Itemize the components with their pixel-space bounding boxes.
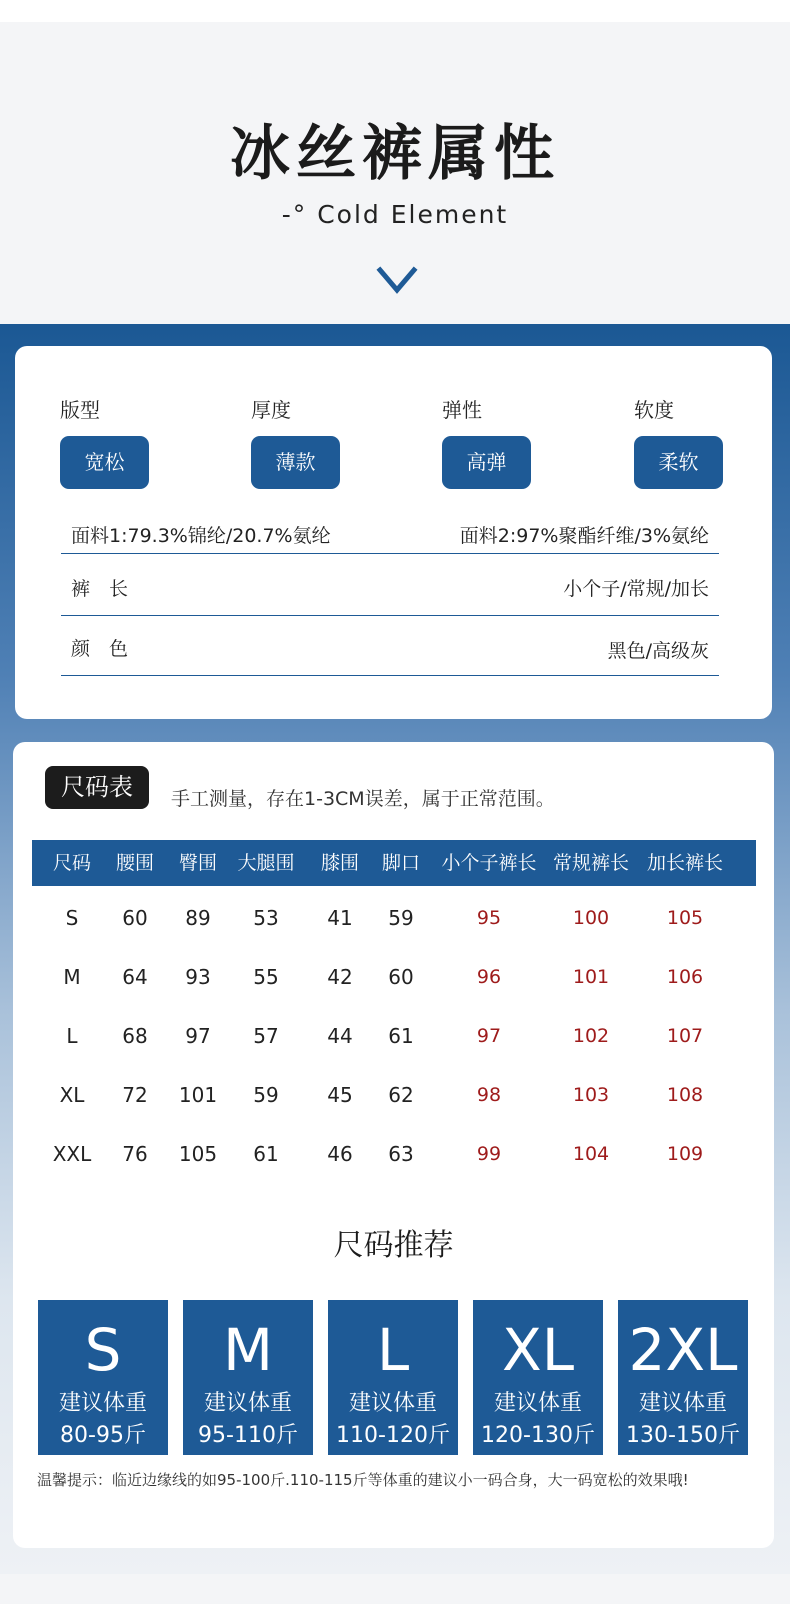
table-cell: XXL [52,1142,92,1166]
header-cell: 大腿围 [237,852,295,874]
attr-value-badge: 高弹 [442,436,531,489]
table-cell: 99 [476,1143,502,1165]
table-cell: 42 [327,965,353,989]
table-cell: 62 [388,1083,414,1107]
table-cell: 60 [388,965,414,989]
table-cell: 97 [476,1025,502,1047]
page-subtitle: -° Cold Element [281,200,509,229]
table-cell: 89 [185,906,211,930]
size-table-header [32,840,756,886]
table-cell: L [66,1024,78,1048]
header-cell: 腰围 [115,852,155,874]
table-cell: 41 [327,906,353,930]
length-row [61,554,719,616]
recommend-box-2xl [618,1300,748,1455]
table-cell: 107 [666,1025,704,1047]
chevron-down-icon [376,266,418,296]
header-cell: 臀围 [178,852,218,874]
table-cell: 102 [572,1025,610,1047]
header-cell: 小个子裤长 [441,852,537,874]
attr-softness [634,394,734,489]
table-cell: 100 [572,907,610,929]
table-cell: XL [59,1083,85,1107]
attr-label: 厚度 [251,398,291,422]
sizing-tip: 温馨提示：临近边缘线的如95-100斤.110-115斤等体重的建议小一码合身，大一码宽松的效果哦! [37,1471,689,1489]
attr-elasticity [442,394,542,489]
table-cell: 59 [388,906,414,930]
fabric-row [61,508,719,554]
attr-label: 版型 [60,398,100,422]
table-row [32,888,756,948]
recommend-label: 建议体重 [58,1391,147,1416]
header-cell: 膝围 [320,852,360,874]
attributes-card [15,346,772,719]
attr-label: 弹性 [442,398,482,422]
recommend-size: 2XL [628,1316,738,1384]
attr-thickness [251,394,351,489]
page-title: 冰丝裤属性 [230,119,560,189]
attr-value-badge: 宽松 [60,436,149,489]
table-cell: 103 [572,1084,610,1106]
table-cell: S [65,906,79,930]
table-cell: 60 [122,906,148,930]
attr-value-badge: 薄款 [251,436,340,489]
recommend-size: S [84,1316,122,1384]
table-cell: 57 [253,1024,279,1048]
length-label: 裤 长 [71,578,129,600]
recommend-label: 建议体重 [638,1391,727,1416]
header-cell: 脚口 [381,852,421,874]
table-cell: 64 [122,965,148,989]
table-cell: 106 [666,966,704,988]
color-row [61,616,719,676]
length-value: 小个子/常规/加长 [563,578,709,600]
table-cell: 105 [178,1142,218,1166]
table-cell: 108 [666,1084,704,1106]
attr-value-badge: 柔软 [634,436,723,489]
table-cell: M [63,965,81,989]
table-cell: 59 [253,1083,279,1107]
table-cell: 95 [476,907,502,929]
table-row [32,1006,756,1066]
recommend-title: 尺码推荐 [333,1228,454,1263]
recommend-weight: 80-95斤 [60,1423,146,1448]
recommend-label: 建议体重 [493,1391,582,1416]
attr-label: 软度 [634,398,674,422]
recommend-box-l [328,1300,458,1455]
table-cell: 76 [122,1142,148,1166]
recommend-weight: 130-150斤 [626,1423,740,1448]
recommend-box-xl [473,1300,603,1455]
attr-fit [60,394,160,489]
recommend-size: XL [501,1316,575,1384]
recommend-box-m [183,1300,313,1455]
table-cell: 105 [666,907,704,929]
table-row [32,1065,756,1125]
color-value: 黑色/高级灰 [607,640,709,662]
table-cell: 44 [327,1024,353,1048]
table-cell: 101 [178,1083,218,1107]
table-cell: 93 [185,965,211,989]
fabric-left: 面料1:79.3%锦纶/20.7%氨纶 [71,525,331,547]
table-cell: 72 [122,1083,148,1107]
recommend-weight: 120-130斤 [481,1423,595,1448]
table-cell: 61 [253,1142,279,1166]
table-cell: 61 [388,1024,414,1048]
table-cell: 109 [666,1143,704,1165]
table-row [32,947,756,1007]
recommend-label: 建议体重 [348,1391,437,1416]
recommend-label: 建议体重 [203,1391,292,1416]
recommend-size: M [222,1316,274,1384]
table-cell: 63 [388,1142,414,1166]
table-cell: 98 [476,1084,502,1106]
recommend-weight: 95-110斤 [198,1423,298,1448]
size-chart-tag: 尺码表 [45,766,149,809]
top-strip [0,0,790,22]
header-cell: 加长裤长 [646,852,724,874]
size-chart-card [13,742,774,1548]
color-label: 颜 色 [71,638,129,660]
header-cell: 常规裤长 [552,852,630,874]
table-cell: 68 [122,1024,148,1048]
table-cell: 55 [253,965,279,989]
recommend-size: L [376,1316,410,1384]
table-cell: 101 [572,966,610,988]
table-cell: 53 [253,906,279,930]
hero-section [0,22,790,324]
header-cell: 尺码 [52,852,92,874]
table-cell: 97 [185,1024,211,1048]
recommend-box-s [38,1300,168,1455]
measurement-note: 手工测量，存在1-3CM误差，属于正常范围。 [171,788,555,810]
table-cell: 45 [327,1083,353,1107]
table-cell: 46 [327,1142,353,1166]
recommend-weight: 110-120斤 [336,1423,450,1448]
table-row [32,1124,756,1184]
table-cell: 104 [572,1143,610,1165]
fabric-right: 面料2:97%聚酯纤维/3%氨纶 [459,525,709,547]
table-cell: 96 [476,966,502,988]
